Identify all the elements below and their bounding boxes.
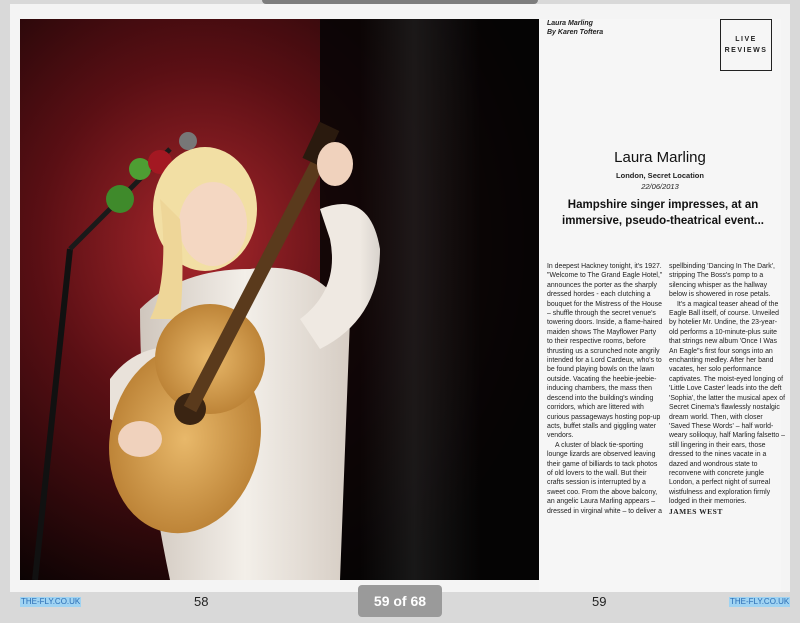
page-number-left: 58	[194, 594, 209, 609]
article-venue: London, Secret Location	[616, 171, 704, 180]
article-credit	[547, 19, 603, 37]
section-badge-line2: REVIEWS	[724, 47, 768, 54]
paragraph: It's a magical teaser ahead of the Eagle Ball itself, of course. Unveiled by hotelier Mr. Undine, the 23-year-old performs a 10-minute-plus suite that strings new album 'Once I Was An Eagle''s first four songs into an enchanting medley. After her band vacates, her solo performance captivates. The moist-eyed longing of 'Little Love Caster' leads into the deft 'Sophia', the latter the musical apex of Secret Cinema's flawlessly nostalgic dream world. Then, with closer 'Saved These Words' – half world-weary soliloquy, half Marling falsetto – still lingering in their ears, those dressed to the nines vacate in a dazed and wondrous state to reconvene with concrete jungle London, a perfect night of surreal wistfulness and exploration firmly lodged in their memories.	[669, 300, 786, 506]
article-date: 22/06/2013	[641, 182, 679, 191]
page-indicator[interactable]: 59 of 68	[358, 585, 442, 617]
paragraph: In deepest Hackney tonight, it's 1927. "Welcome to The Grand Eagle Hotel," announces the porter as the sharply dressed hordes - each clutching a bouquet for the Mistress of the House – shuffle through the secret venue's towering doors. Inside, a flame-haired maiden shows The Mayflower Party to their respective rooms, before thrusting us a scrunched note angrily intended for a Lord Cardeux, who's to be found playing bowls on the lawn outside. Vacating the heebie-jeebie-inducing chambers, the mass then descend into the building's winding corridors, which are littered with curious passageways hosting pop-up acts, buffet stalls and giggling water vendors.	[547, 263, 663, 440]
credit-artist: Laura Marling	[547, 20, 593, 27]
paragraph: spellbinding 'Dancing In The Dark', stripping The Boss's pomp to a silencing whisper as the hallway below is showered in rose petals.	[669, 263, 775, 299]
page-number-right: 59	[592, 594, 607, 609]
article-column-2	[669, 262, 785, 516]
article-title: Laura Marling	[614, 149, 706, 166]
article-column-1	[547, 262, 663, 516]
article-page	[539, 19, 786, 592]
section-badge	[720, 19, 772, 71]
article-author: JAMES WEST	[669, 506, 723, 516]
credit-author: By Karen Toftera	[547, 29, 604, 36]
footer-link-left[interactable]: THE-FLY.CO.UK	[21, 597, 81, 606]
article-standfirst: Hampshire singer impresses, at an immersive, pseudo-theatrical event...	[562, 199, 764, 227]
footer-link-right[interactable]: THE-FLY.CO.UK	[730, 597, 790, 606]
performer-photo	[20, 19, 539, 580]
section-badge-line1: LIVE	[735, 36, 757, 43]
paragraph: A cluster of black tie-sporting lounge lizards are observed leaving their game of billiards to tack photos of old lovers to the wall. But their crafts session is interrupted by a sweet coo. From the above balcony, an angelic Laura Marling appears – dressed in virginal white – to deliver a	[547, 441, 662, 515]
